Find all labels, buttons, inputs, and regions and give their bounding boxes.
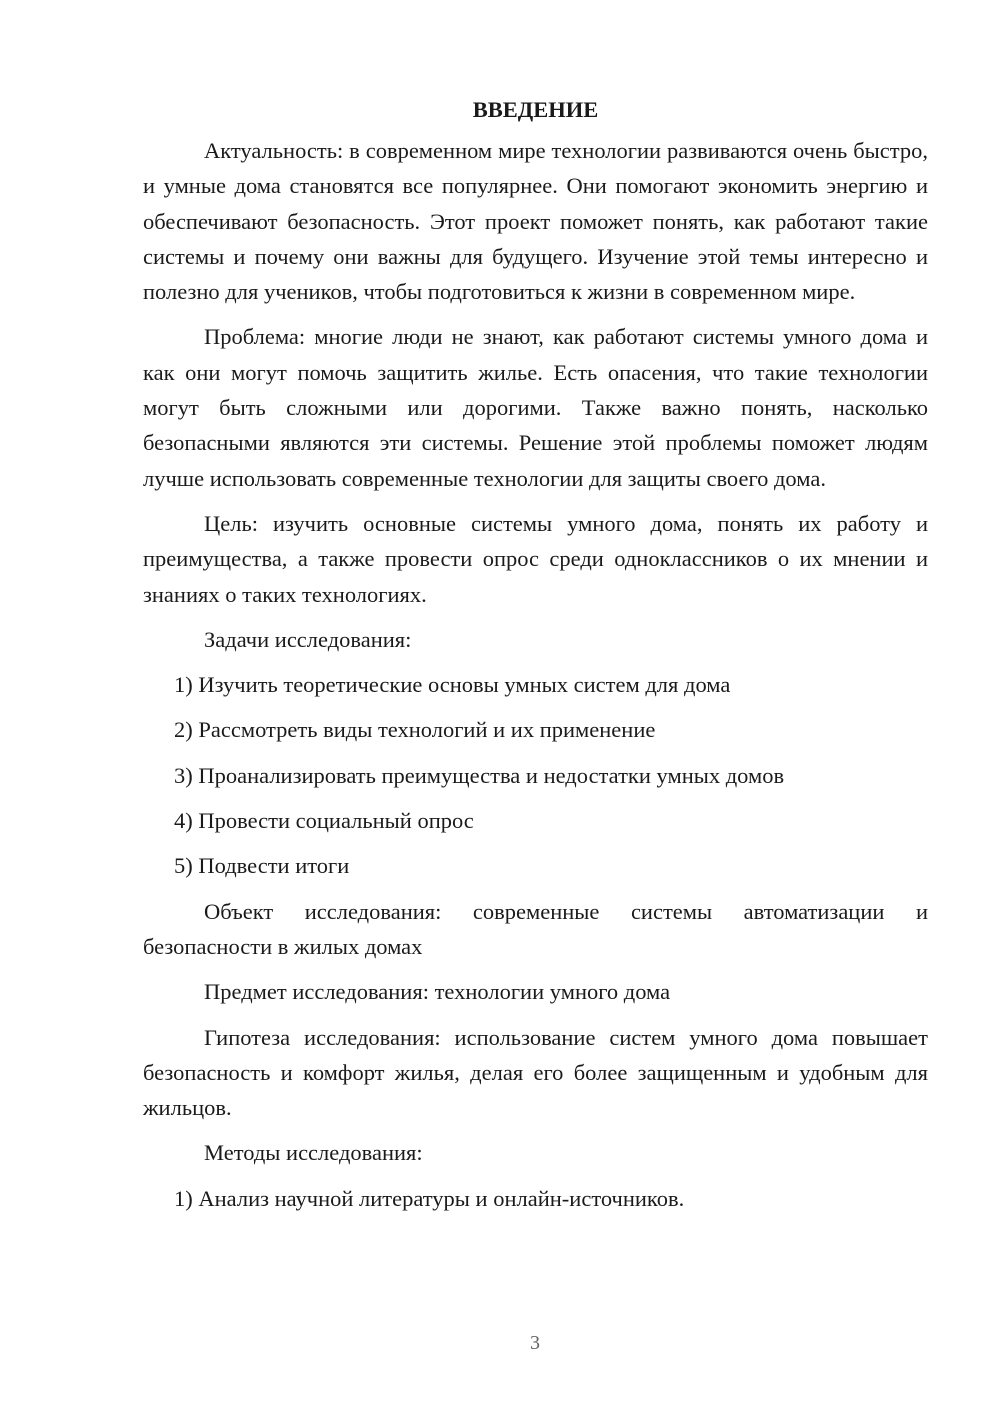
relevance-paragraph: Актуальность: в современном мире технологии развиваются очень быстро, и умные дома становятся все популярнее. Они помогают экономить энергию и обеспечивают безопасность. Этот проект поможет понять, как работают такие системы и почему они важны для будущего. Изучение этой темы интересно и полезно для учеников, чтобы подготовиться к жизни в современном мире. [143,138,928,305]
list-item: 2) Рассмотреть виды технологий и их применение [174,717,656,743]
list-item: 1) Изучить теоретические основы умных систем для дома [174,672,731,698]
hypothesis-paragraph: Гипотеза исследования: использование систем умного дома повышает безопасность и комфорт жилья, делая его более защищенным и удобным для жильцов. [143,1024,928,1121]
methods-list [143,1181,928,1216]
page-content [143,92,928,1226]
goal-paragraph: Цель: изучить основные системы умного дома, понять их работу и преимущества, а также провести опрос среди одноклассников о их мнении и знаниях о таких технологиях. [143,510,928,607]
list-item: 5) Подвести итоги [174,853,350,879]
problem-paragraph: Проблема: многие люди не знают, как работают системы умного дома и как они могут помочь защитить жилье. Есть опасения, что такие технологии могут быть сложными или дорогими. Также важно понять, насколько безопасными являются эти системы. Решение этой проблемы поможет людям лучше использовать современные технологии для защиты своего дома. [143,324,928,491]
tasks-heading: Задачи исследования: [204,626,412,652]
object-paragraph: Объект исследования: современные системы автоматизации и безопасности в жилых домах [143,898,928,959]
list-item: 3) Проанализировать преимущества и недостатки умных домов [174,762,785,788]
list-item: 1) Анализ научной литературы и онлайн-источников. [174,1185,685,1211]
tasks-list [143,667,928,883]
methods-heading: Методы исследования: [204,1140,423,1166]
subject-paragraph: Предмет исследования: технологии умного дома [204,979,671,1005]
list-item: 4) Провести социальный опрос [174,808,474,834]
page-number: 3 [530,1332,540,1354]
section-title: ВВЕДЕНИЕ [472,97,599,122]
